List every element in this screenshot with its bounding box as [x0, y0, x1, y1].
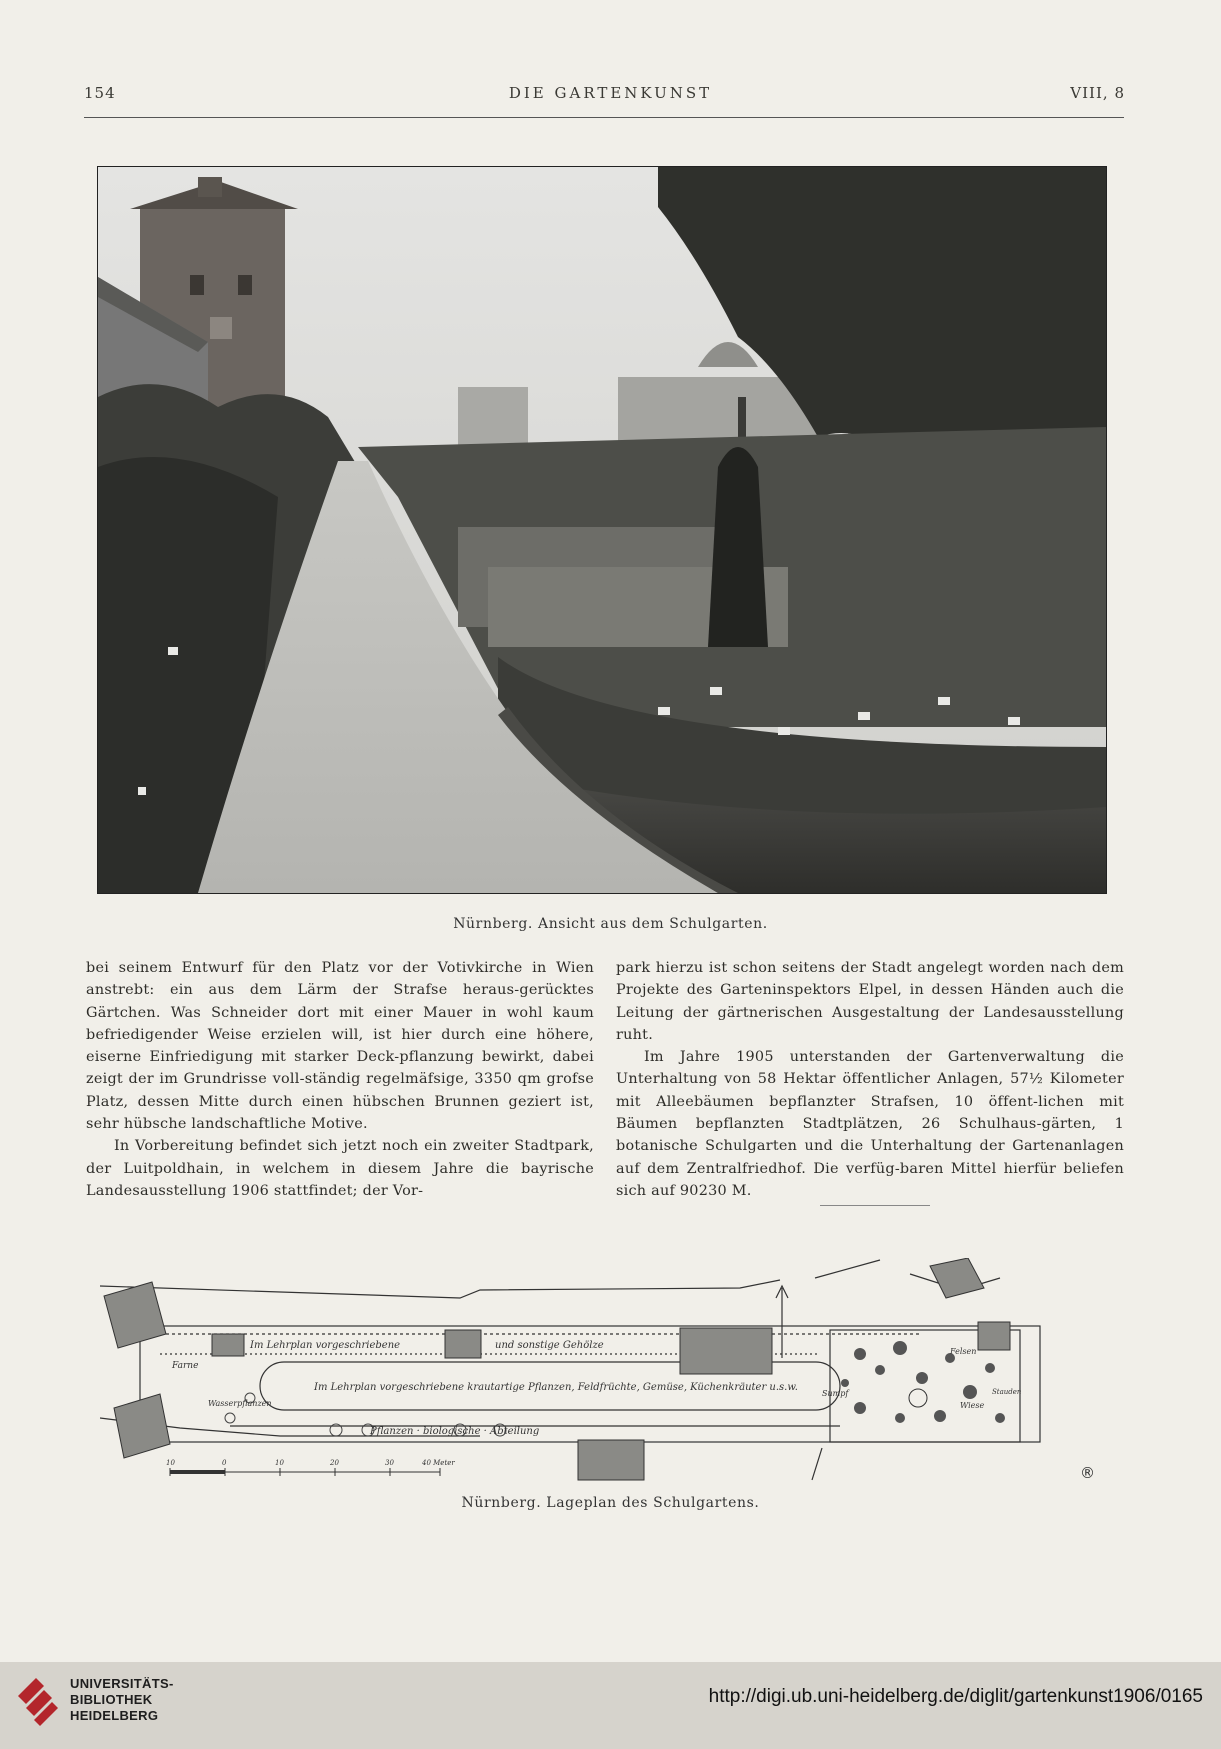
plan-caption: Nürnberg. Lageplan des Schulgartens.: [461, 1495, 760, 1511]
library-name-line: HEIDELBERG: [70, 1708, 159, 1723]
garden-photograph: [97, 166, 1107, 894]
plan-label-wiese: Wiese: [960, 1401, 985, 1410]
plan-label-center: Im Lehrplan vorgeschriebene krautartige Pflanzen, Feldfrüchte, Gemüse, Küchenkräuter u.s.w.: [314, 1382, 798, 1393]
text-column-right: [616, 957, 1124, 1202]
plan-label-sumpf: Sumpf: [822, 1389, 849, 1398]
plan-label-lower: Pflanzen · biologische · Abteilung: [370, 1426, 540, 1437]
page-number: 154: [84, 84, 116, 102]
scale-label: 40 Meter: [422, 1459, 455, 1467]
paragraph: In Vorbereitung befindet sich jetzt noch ein zweiter Stadtpark, der Luitpoldhain, in welchem in diesem Jahre die bayrische Landesausstellung 1906 stattfindet; der Vor-: [86, 1138, 594, 1199]
plan-label-upper-left: Im Lehrplan vorgeschriebene: [250, 1340, 401, 1351]
scale-label: 0: [222, 1459, 227, 1467]
photo-caption: Nürnberg. Ansicht aus dem Schulgarten.: [453, 916, 768, 932]
library-name: [70, 1676, 174, 1724]
plan-mark: ®: [1080, 1464, 1095, 1482]
plan-label-stauden: Stauden: [992, 1388, 1022, 1396]
header-rule: [84, 117, 1124, 118]
volume-number: VIII, 8: [1070, 84, 1125, 102]
library-logo-icon: [14, 1674, 62, 1732]
scale-label: 10: [275, 1459, 284, 1467]
paragraph: bei seinem Entwurf für den Platz vor der Votivkirche in Wien anstrebt: ein aus dem Lärm der Strafse heraus-gerücktes Gärtchen. Was Schneider dort mit einer Mauer in wohl kaum befriedigender Weise erzielen will, ist hier durch eine höhere, eiserne Einfriedigung mit starker Deck-pflanzung bewirkt, dabei zeigt der im Grundrisse voll-ständig regelmäfsige, 3350 qm grofse Platz, dessen Mitte durch einen hübschen Brunnen geziert ist, sehr hübsche landschaftliche Motive.: [86, 960, 594, 1133]
paragraph: park hierzu ist schon seitens der Stadt angelegt worden nach dem Projekte des Garteninspektors Elpel, in dessen Händen auch die Leitung der gärtnerischen Ausgestaltung der Landesausstellung ruht.: [616, 960, 1124, 1043]
footer-bar: [0, 1662, 1221, 1749]
library-name-line: UNIVERSITÄTS-: [70, 1676, 174, 1691]
source-url-link[interactable]: http://digi.ub.uni-heidelberg.de/diglit/gartenkunst1906/0165: [708, 1686, 1203, 1707]
plan-label-felsen: Felsen: [950, 1347, 977, 1356]
text-column-left: [86, 957, 594, 1202]
scale-label: 10: [166, 1459, 175, 1467]
journal-title: DIE GARTENKUNST: [508, 84, 713, 102]
plan-label-upper-right: und sonstige Gehölze: [495, 1340, 604, 1351]
scale-label: 20: [330, 1459, 339, 1467]
section-rule: [820, 1205, 930, 1206]
plan-label-wasser: Wasserpflanzen: [208, 1399, 272, 1408]
plan-label-farne: Farne: [172, 1361, 199, 1371]
scale-label: 30: [385, 1459, 394, 1467]
paragraph: Im Jahre 1905 unterstanden der Gartenverwaltung die Unterhaltung von 58 Hektar öffentlicher Anlagen, 57½ Kilometer mit Alleebäumen bepflanzter Strafsen, 10 öffent-lichen mit Bäumen bepflanzten Stadtplätzen, 26 Schulhaus-gärten, 1 botanische Schulgarten und die Unterhaltung der Gartenanlagen auf dem Zentralfriedhof. Die verfüg-baren Mittel hierfür beliefen sich auf 90230 M.: [616, 1049, 1124, 1199]
site-plan: [100, 1258, 1110, 1490]
library-name-line: BIBLIOTHEK: [70, 1692, 153, 1707]
